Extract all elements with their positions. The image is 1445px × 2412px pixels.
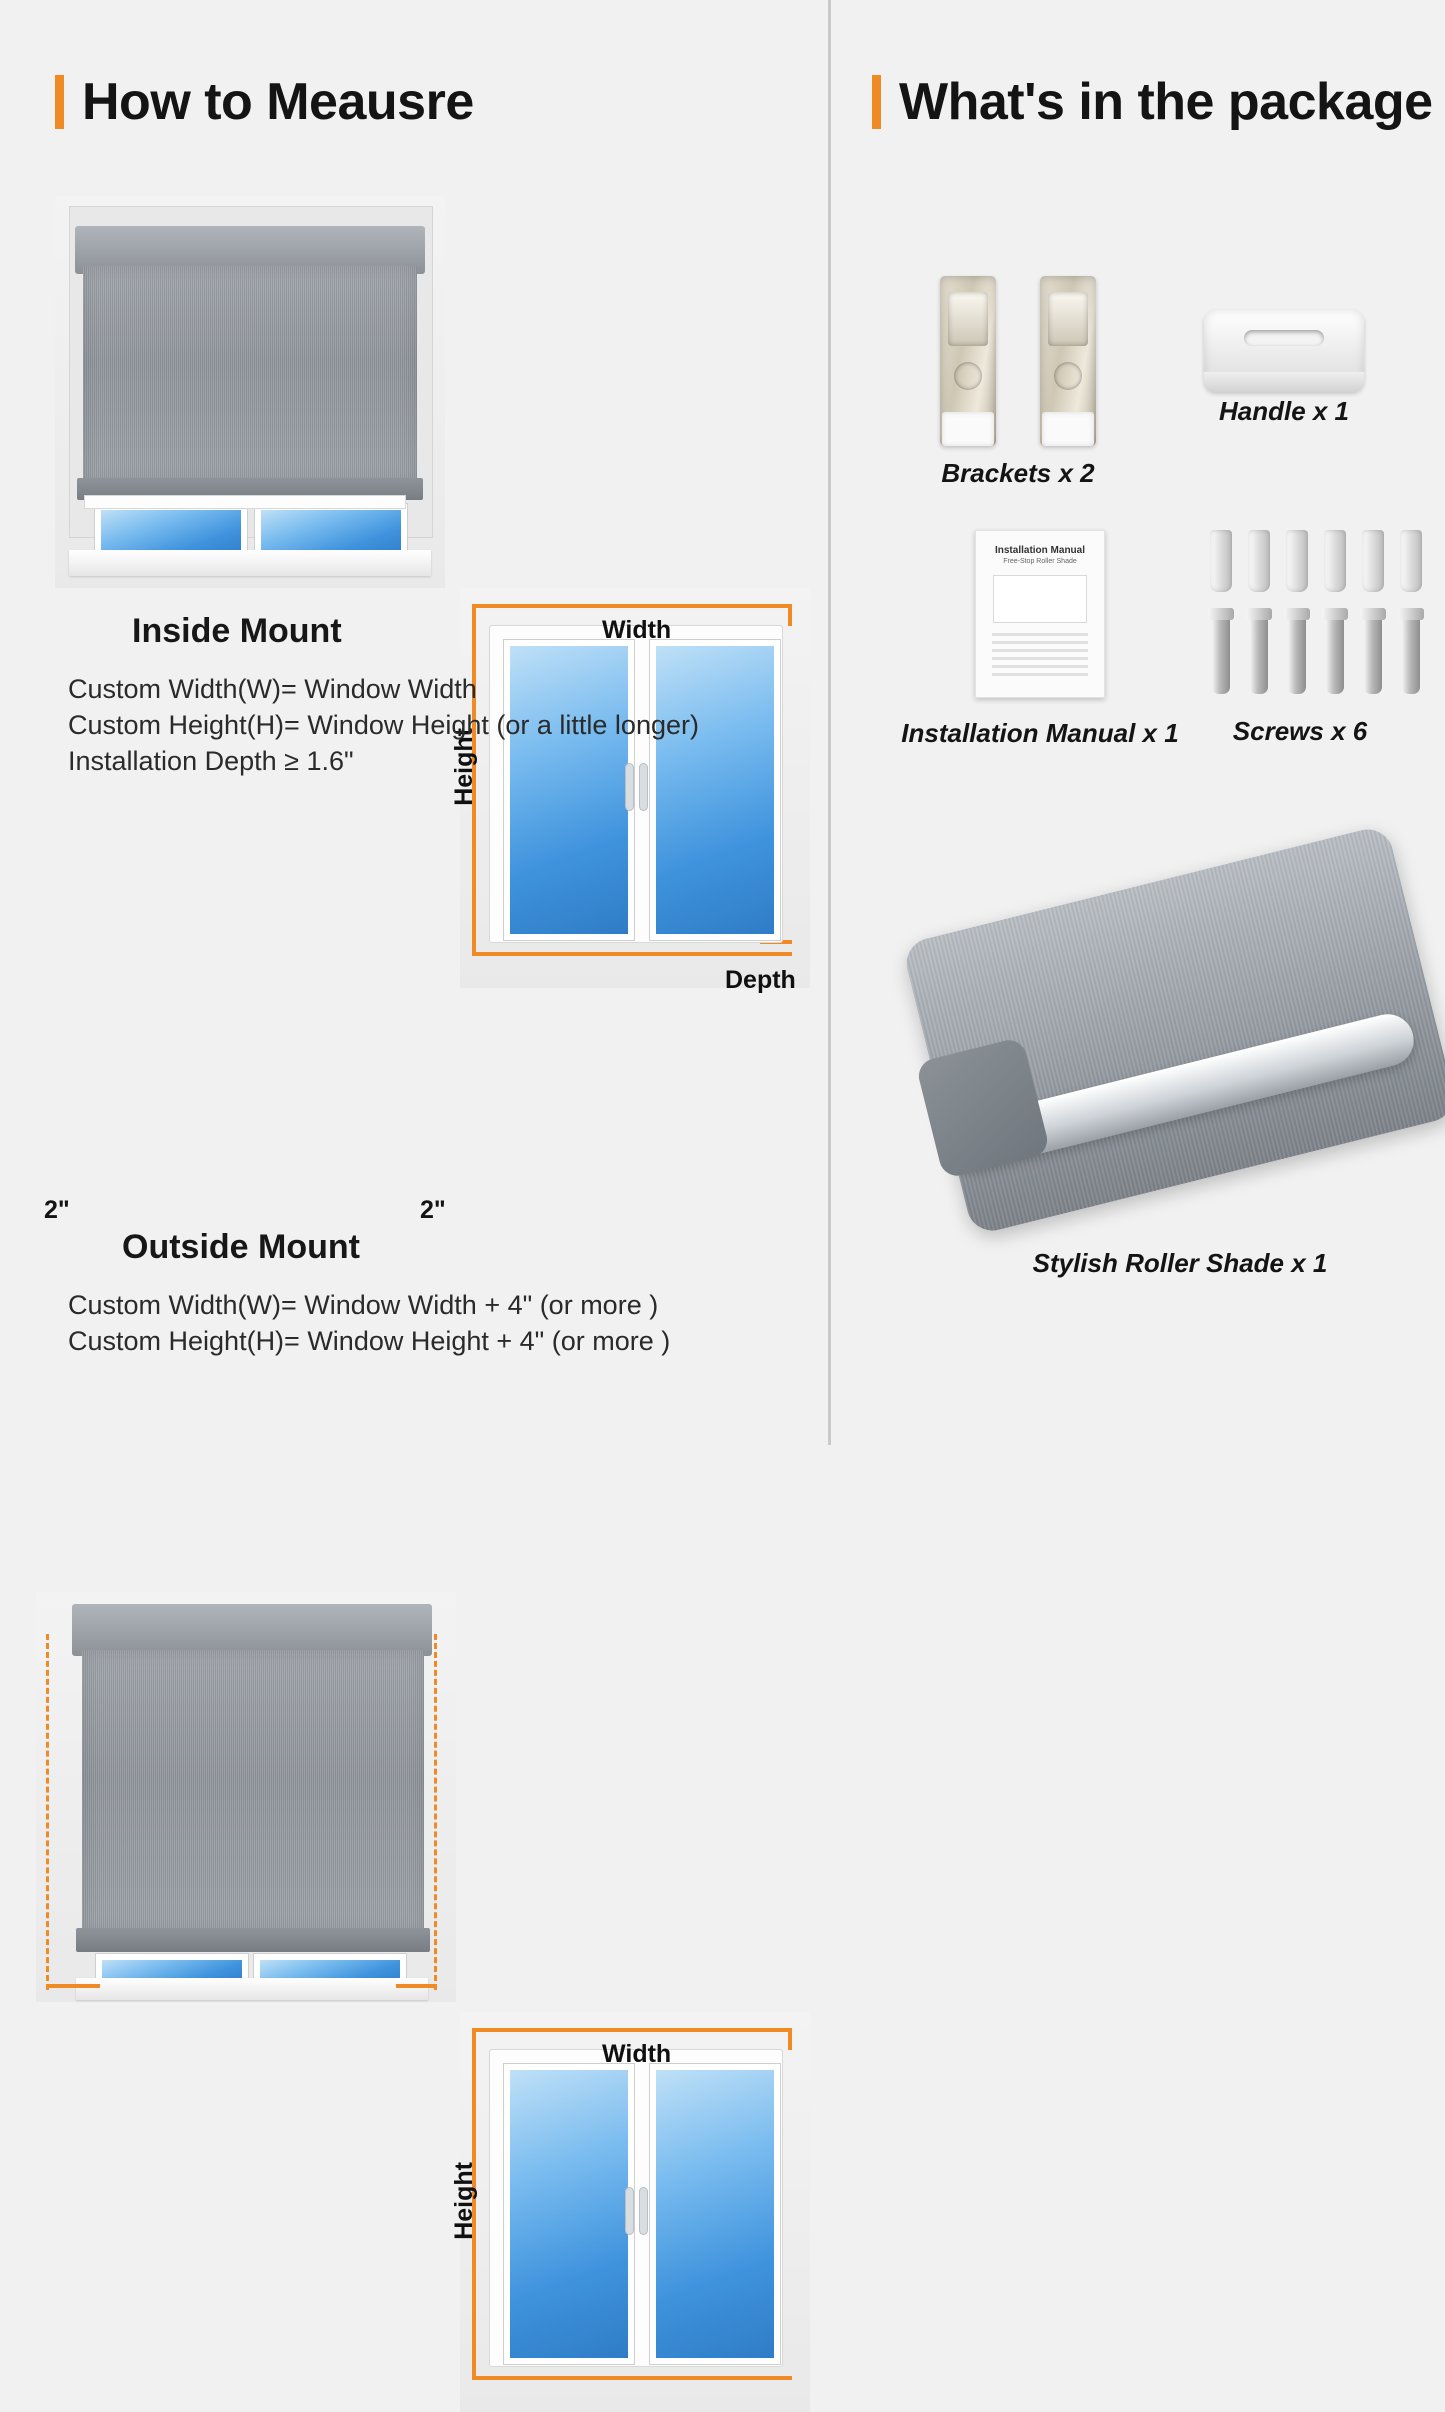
overlap-left-label: 2"	[44, 1196, 70, 1224]
screw-icon-1	[1212, 608, 1230, 694]
manual-caption: Installation Manual x 1	[901, 718, 1179, 748]
height-label: Height	[450, 728, 478, 806]
outside-bottom-line	[472, 2376, 792, 2380]
diagram-glass-right	[650, 640, 780, 940]
title-accent-bar-right	[872, 75, 881, 129]
screw-icon-5	[1364, 608, 1382, 694]
anchor-icon-2	[1248, 530, 1270, 592]
outside-window-handle-right	[640, 2188, 647, 2234]
title-accent-bar	[55, 75, 64, 129]
manual-icon	[975, 530, 1105, 698]
outside-window-handle-left	[626, 2188, 633, 2234]
right-section-title	[872, 72, 1433, 132]
outside-mount-heading: Outside Mount	[122, 1228, 360, 1266]
depth-label: Depth	[725, 966, 796, 994]
outside-diagram-glass-right	[650, 2064, 780, 2364]
window-handle-left	[626, 764, 633, 810]
overlap-dash-left	[46, 1634, 49, 1990]
anchor-icon-4	[1324, 530, 1346, 592]
roller-shade-caption: Stylish Roller Shade x 1	[1032, 1248, 1328, 1278]
manual-figure	[993, 575, 1087, 623]
screws-caption: Screws x 6	[1232, 716, 1368, 746]
width-measure-line-top	[472, 604, 792, 608]
inside-mount-line-1: Custom Width(W)= Window Width	[68, 674, 477, 704]
manual-subtitle: Free-Stop Roller Shade	[1003, 558, 1077, 565]
handle-icon	[1204, 310, 1364, 392]
manual-title: Installation Manual	[994, 545, 1085, 556]
bracket-icon-2	[1040, 276, 1096, 446]
overlap-line-right	[396, 1984, 436, 1988]
brackets-caption: Brackets x 2	[941, 458, 1095, 488]
screw-icon-3	[1288, 608, 1306, 694]
outside-shade-headrail	[72, 1604, 432, 1656]
bottom-measure-line	[472, 952, 792, 956]
inside-mount-heading: Inside Mount	[132, 612, 342, 650]
width-label: Width	[602, 616, 672, 644]
outside-width-line	[472, 2028, 792, 2032]
window-sill	[69, 550, 431, 576]
bracket-foot-2	[1042, 412, 1094, 446]
anchor-icon-1	[1210, 530, 1232, 592]
outside-mount-line-2: Custom Height(H)= Window Height + 4" (or more )	[68, 1326, 671, 1356]
outside-mount-line-1: Custom Width(W)= Window Width + 4" (or more )	[68, 1290, 659, 1320]
overlap-dash-right	[434, 1634, 437, 1990]
column-divider	[828, 0, 831, 1445]
manual-text-lines	[992, 633, 1088, 681]
overlap-right-label: 2"	[420, 1196, 446, 1224]
diagram-glass-left	[504, 640, 634, 940]
screw-icon-2	[1250, 608, 1268, 694]
outside-shade-fabric	[82, 1650, 424, 1932]
inside-mount-diagram	[450, 588, 810, 994]
anchor-icon-3	[1286, 530, 1308, 592]
screw-icon-4	[1326, 608, 1344, 694]
anchor-icon-6	[1400, 530, 1422, 592]
outside-window-sill	[76, 1978, 428, 2000]
outside-width-tick-right	[788, 2028, 792, 2050]
left-section-title	[55, 72, 474, 132]
left-title-text: How to Meausre	[82, 73, 474, 131]
outside-height-label: Height	[450, 2162, 478, 2240]
outside-mount-photo	[36, 1592, 456, 2002]
inside-mount-photo	[55, 196, 445, 588]
screw-icon-6	[1402, 608, 1420, 694]
right-title-text: What's in the package	[899, 73, 1433, 131]
overlap-line-left	[46, 1984, 100, 1988]
handle-caption: Handle x 1	[1218, 396, 1350, 426]
roller-shade-icon	[930, 880, 1430, 1180]
bracket-icon-1	[940, 276, 996, 446]
width-tick-right	[788, 604, 792, 626]
window-handle-right	[640, 764, 647, 810]
anchor-icon-5	[1362, 530, 1384, 592]
window-frame-top	[85, 496, 405, 508]
inside-mount-line-3: Installation Depth ≥ 1.6"	[68, 746, 354, 776]
outside-width-label: Width	[602, 2040, 672, 2068]
shade-fabric	[83, 266, 417, 482]
outside-mount-diagram	[450, 2012, 810, 2412]
outside-shade-bottom-rail	[76, 1928, 430, 1952]
inside-mount-line-2: Custom Height(H)= Window Height (or a little longer)	[68, 710, 699, 740]
outside-diagram-glass-left	[504, 2064, 634, 2364]
bracket-foot-1	[942, 412, 994, 446]
